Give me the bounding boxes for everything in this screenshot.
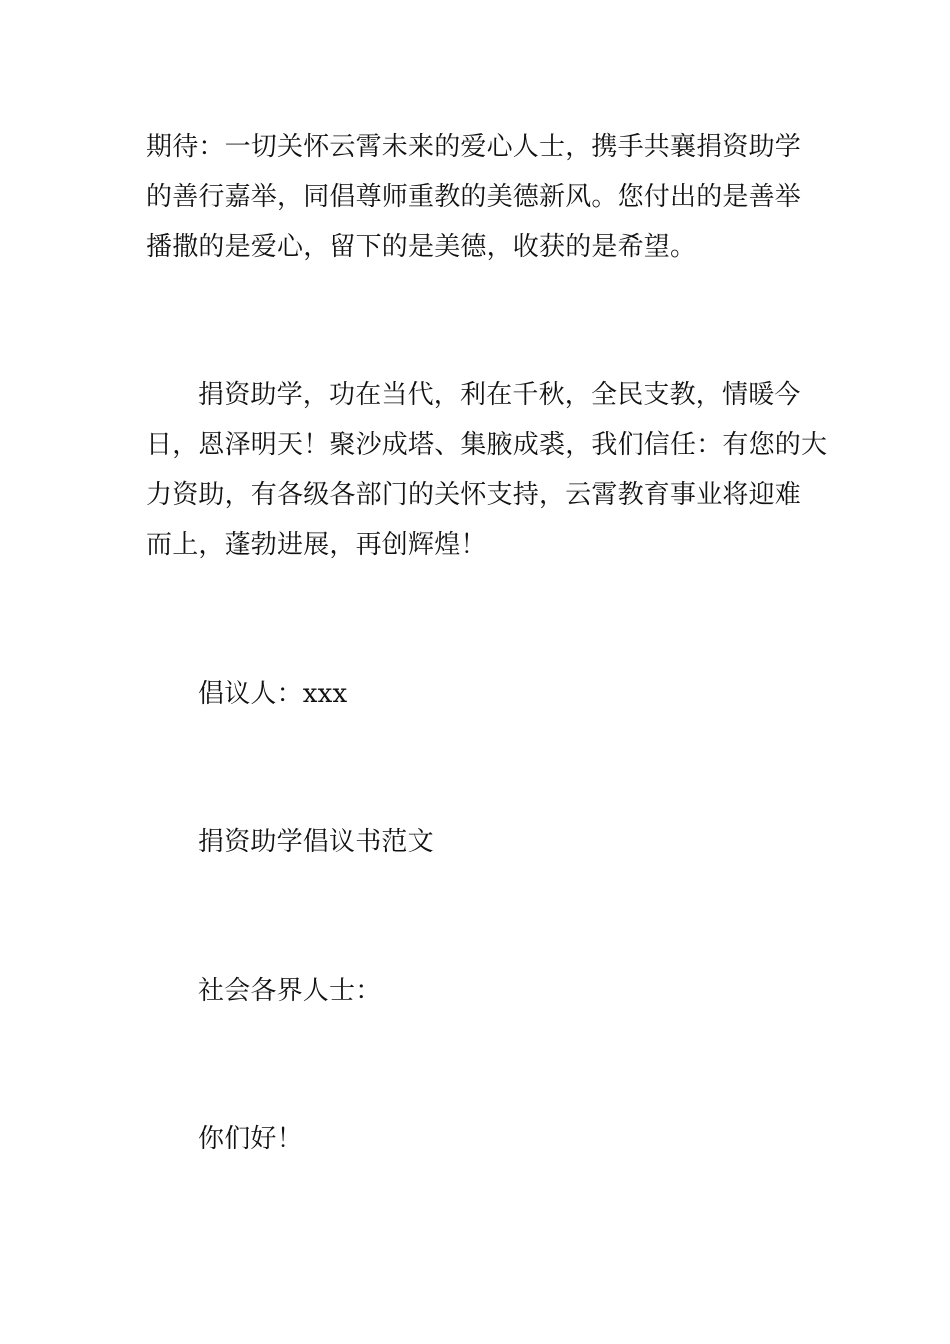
proposer-line: 倡议人：xxx — [198, 679, 348, 709]
paragraph-2-line-4: 而上，蓬勃进展，再创辉煌！ — [146, 530, 487, 560]
greeting: 你们好！ — [198, 1124, 303, 1154]
paragraph-1-line-2: 的善行嘉举，同倡尊师重教的美德新风。您付出的是善举 — [146, 182, 802, 212]
paragraph-1-line-3: 播撒的是爱心，留下的是美德，收获的是希望。 — [146, 232, 697, 262]
paragraph-2-line-1: 捐资助学，功在当代，利在千秋，全民支教，情暖今 — [198, 380, 801, 410]
paragraph-2-line-3: 力资助，有各级各部门的关怀支持，云霄教育事业将迎难 — [146, 480, 802, 510]
paragraph-1-line-1: 期待：一切关怀云霄未来的爱心人士，携手共襄捐资助学 — [146, 132, 802, 162]
document-title: 捐资助学倡议书范文 — [198, 827, 434, 857]
paragraph-2-line-2: 日，恩泽明天！聚沙成塔、集腋成裘，我们信任：有您的大 — [146, 430, 828, 460]
salutation: 社会各界人士： — [198, 976, 382, 1006]
